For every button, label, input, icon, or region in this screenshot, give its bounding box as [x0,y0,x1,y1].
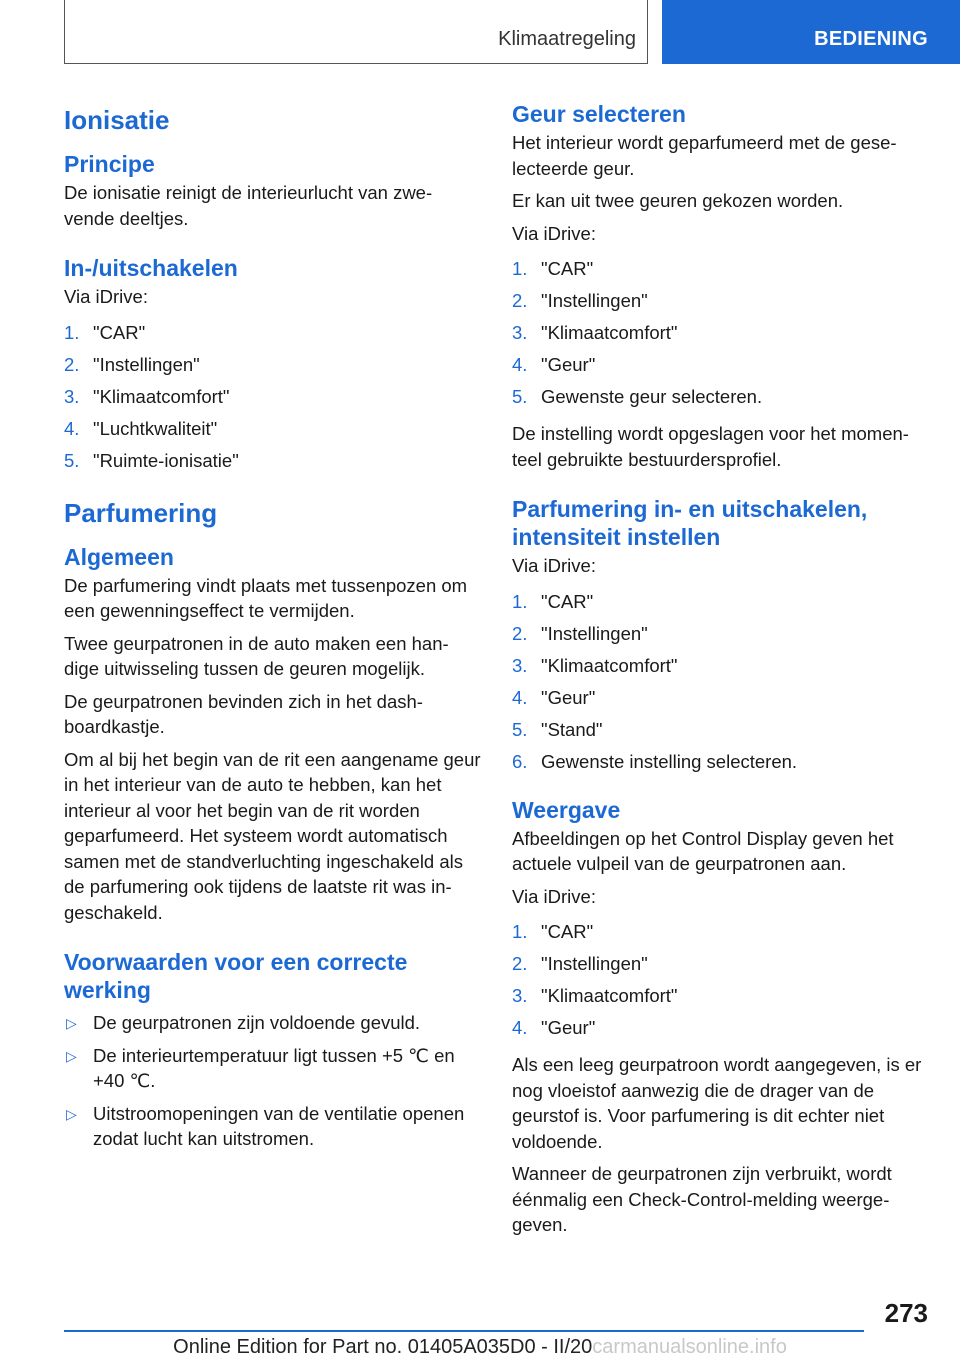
list-item [64,413,482,445]
via-idrive-label: Via iDrive: [512,222,596,244]
step-text: "Geur" [541,686,596,708]
triangle-bullet-icon: ▷ [66,1015,77,1031]
step-number: 1. [512,921,528,942]
heading-geur-selecteren: Geur selecteren [512,101,686,127]
list-item [512,746,930,778]
step-number: 5. [64,449,80,471]
step-number: 5. [512,386,528,407]
heading-parfumering: Parfumering [64,497,218,528]
right-column [512,100,930,1245]
step-number: 1. [512,258,528,279]
step-number: 3. [512,654,528,676]
step-text: "CAR" [541,258,594,279]
bullet-text: De interieurtemperatuur ligt tussen +5 ℃ en +40 ℃. [93,1044,455,1091]
step-text: Gewenste geur selecteren. [541,386,763,407]
step-text: "Klimaatcomfort" [541,322,678,343]
paragraph-weergave-1: Afbeeldingen op het Control Display geven het actuele vulpeil van de geurpatronen aan. [512,827,894,874]
left-column [64,100,482,1159]
step-text: "Geur" [541,1017,596,1038]
list-item [512,682,930,714]
list-item [512,253,930,285]
list-item [64,1043,482,1094]
heading-ionisatie: Ionisatie [64,105,170,135]
steps-list [512,253,930,413]
step-number: 3. [512,985,528,1006]
list-item [512,650,930,682]
edition-text: Online Edition for Part no. 01405A035D0 - II/20 [173,1336,593,1358]
list-item [512,618,930,650]
step-text: "CAR" [541,590,594,612]
section-title: BEDIENING [814,28,928,50]
paragraph-algemeen-4: Om al bij het begin van de rit een aangename geur in het interieur van de auto te hebben, kan het interieur al voor het begin van de rit worden geparfumeerd. Het systeem wordt automatisch samen met de standverluchting ingeschakeld als de parfumering ook tijdens de laatste rit was in-geschakeld. [64,748,481,923]
footer-rule [64,1330,864,1332]
via-idrive-label: Via iDrive: [512,885,596,907]
paragraph-algemeen-2: Twee geurpatronen in de auto maken een han-dige uitwisseling tussen de geuren mogelijk. [64,632,449,679]
heading-algemeen: Algemeen [64,543,174,570]
paragraph-geur-1: Het interieur wordt geparfumeerd met de gese-lecteerde geur. [512,132,897,179]
list-item [64,317,482,349]
step-text: "Klimaatcomfort" [541,654,678,676]
heading-voorwaarden: Voorwaarden voor een correcte werking [64,949,408,1003]
triangle-bullet-icon: ▷ [66,1105,77,1122]
list-item [512,349,930,381]
list-item [64,445,482,477]
step-number: 4. [512,1017,528,1038]
step-number: 6. [512,750,528,772]
paragraph-geur-2: Er kan uit twee geuren gekozen worden. [512,190,844,211]
paragraph-principe: De ionisatie reinigt de interieurlucht van zwe-vende deeltjes. [64,182,433,229]
step-text: "Ruimte-ionisatie" [93,449,239,471]
heading-weergave: Weergave [512,796,621,823]
via-idrive-label: Via iDrive: [512,555,596,576]
paragraph-weergave-2: Als een leeg geurpatroon wordt aangegeven, is er nog vloeistof aanwezig die de drager van de geurstof is. Voor parfumering is dit echter niet voldoende. [512,1054,922,1152]
list-item [512,948,930,980]
list-item [512,980,930,1012]
step-text: "CAR" [541,921,594,942]
step-text: Gewenste instelling selecteren. [541,750,798,772]
step-number: 3. [512,322,528,343]
bullet-text: De geurpatronen zijn voldoende gevuld. [93,1012,421,1033]
step-text: "Klimaatcomfort" [93,385,230,407]
step-number: 4. [512,686,528,708]
step-text: "Instellingen" [541,953,648,974]
list-item [512,916,930,948]
step-number: 3. [64,385,80,407]
via-idrive-label: Via iDrive: [64,286,148,307]
list-item [64,349,482,381]
chapter-title: Klimaatregeling [498,28,636,50]
paragraph-weergave-3: Wanneer de geurpatronen zijn verbruikt, wordt éénmalig een Check-Control-melding weerge-geven. [512,1163,892,1235]
step-text: "Instellingen" [541,622,648,644]
step-number: 4. [512,354,528,375]
steps-list [64,317,482,477]
paragraph-geur-3: De instelling wordt opgeslagen voor het momen-teel gebruikte bestuurdersprofiel. [512,423,909,470]
step-text: "Luchtkwaliteit" [93,417,218,439]
list-item [512,714,930,746]
heading-principe: Principe [64,151,155,177]
step-number: 4. [64,417,80,439]
list-item [64,1101,482,1152]
step-number: 5. [512,718,528,740]
step-text: "Instellingen" [541,290,648,311]
paragraph-algemeen-1: De parfumering vindt plaats met tussenpozen om een gewenningseffect te vermijden. [64,574,468,621]
step-text: "CAR" [93,321,146,343]
list-item [512,586,930,618]
list-item [64,1010,482,1036]
heading-in-uitschakelen: In-/uitschakelen [64,255,238,281]
step-number: 2. [64,353,80,375]
step-text: "Klimaatcomfort" [541,985,678,1006]
list-item [64,381,482,413]
step-number: 2. [512,953,528,974]
step-number: 2. [512,622,528,644]
list-item [512,381,930,413]
footer-edition [0,1336,960,1359]
step-text: "Geur" [541,354,596,375]
heading-parfumering-inuit: Parfumering in- en uitschakelen, intensiteit instellen [512,496,868,550]
step-number: 1. [64,321,80,343]
voorwaarden-list [64,1010,482,1152]
watermark-text: carmanualsonline.info [592,1336,787,1358]
step-number: 2. [512,290,528,311]
bullet-text: Uitstroomopeningen van de ventilatie openen zodat lucht kan uitstromen. [93,1102,465,1149]
list-item [512,1012,930,1044]
paragraph-algemeen-3: De geurpatronen bevinden zich in het dash-boardkastje. [64,690,423,737]
step-text: "Stand" [541,718,603,740]
step-text: "Instellingen" [93,353,200,375]
page-number: 273 [884,1298,928,1328]
steps-list [512,586,930,778]
triangle-bullet-icon: ▷ [66,1047,77,1064]
step-number: 1. [512,590,528,612]
list-item [512,285,930,317]
list-item [512,317,930,349]
steps-list [512,916,930,1044]
